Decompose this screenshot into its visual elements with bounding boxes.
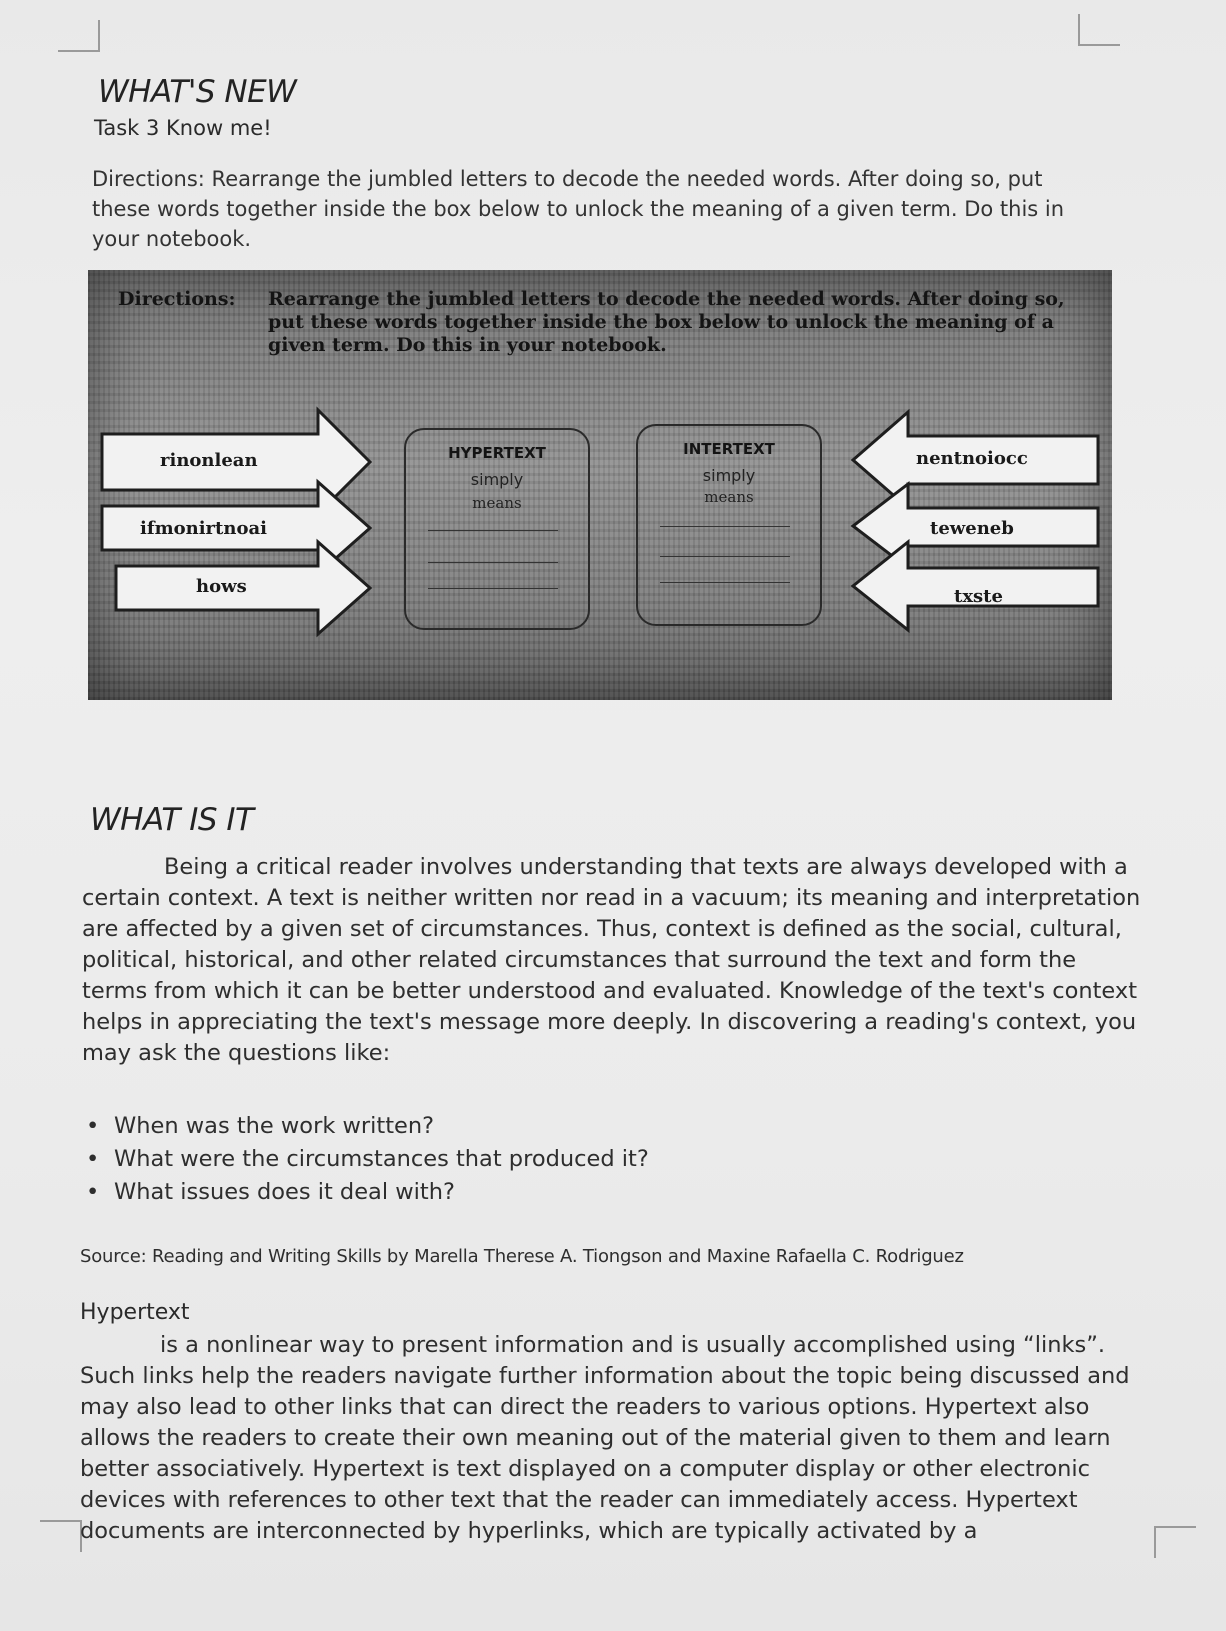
context-paragraph: Being a critical reader involves understanding that texts are always developed with a certain context. A text is neither written nor read in a vacuum; its meaning and interpretation are affected by a given set of circumstances. Thus, context is defined as the social, cultural, political, historical, and other related circumstances that surround the text and form the terms from which it can be better understood and evaluated. Knowledge of the text's context helps in appreciating the text's message more deeply. In discovering a reading's context, you may ask the questions like:	[82, 854, 1141, 1066]
page-corner-mark	[40, 1520, 82, 1552]
list-item: • When was the work written?	[82, 1110, 649, 1143]
source-citation: Source: Reading and Writing Skills by Marella Therese A. Tiongson and Maxine Rafaella C. Rodriguez	[80, 1246, 964, 1267]
answer-blank	[660, 526, 790, 527]
answer-blank	[428, 530, 558, 531]
directions-text: Directions: Rearrange the jumbled letters to decode the needed words. After doing so, put these words together inside the box below to unlock the meaning of a given term. Do this in your notebook.	[92, 167, 1065, 251]
activity-image	[88, 270, 1112, 700]
answer-blank	[428, 588, 558, 589]
term-box-hypertext	[404, 428, 590, 630]
page-corner-mark	[1078, 14, 1120, 46]
page-corner-mark	[1154, 1526, 1196, 1558]
section-title-what-is-it: WHAT IS IT	[90, 802, 254, 838]
arrow-diagram	[88, 270, 1112, 700]
answer-blank	[428, 562, 558, 563]
section-title-whats-new: WHAT'S NEW	[98, 74, 297, 110]
box-means: means	[704, 488, 754, 506]
box-simply: simply	[702, 466, 756, 485]
box-term: HYPERTEXT	[448, 444, 546, 462]
box-term: INTERTEXT	[683, 440, 775, 458]
box-means: means	[472, 494, 522, 512]
activity-directions-label: Directions:	[118, 288, 236, 310]
list-item: • What were the circumstances that produced it?	[82, 1143, 649, 1176]
answer-blank	[660, 556, 790, 557]
jumbled-word-right: teweneb	[930, 518, 1014, 539]
jumbled-word-left: hows	[196, 576, 247, 597]
jumbled-word-left: rinonlean	[160, 450, 258, 471]
hypertext-paragraph: is a nonlinear way to present information and is usually accomplished using “links”. Such links help the readers navigate further information about the topic being discussed and may also lead to other links that can direct the readers to various options. Hypertext also allows the readers to create their own meaning out of the material given to them and learn better associatively. Hypertext is text displayed on a computer display or other electronic devices with references to other text that the reader can immediately access. Hypertext documents are interconnected by hyperlinks, which are typically activated by a	[80, 1332, 1130, 1544]
hypertext-title: Hypertext	[80, 1300, 190, 1325]
list-item: • What issues does it deal with?	[82, 1176, 649, 1209]
page-corner-mark	[58, 20, 100, 52]
task-title: Task 3 Know me!	[94, 116, 272, 140]
jumbled-word-right: nentnoiocc	[916, 448, 1028, 469]
jumbled-word-right: txste	[954, 586, 1003, 607]
activity-directions-text: Rearrange the jumbled letters to decode the needed words. After doing so, put these words together inside the box below to unlock the meaning of a given term. Do this in your notebook.	[268, 288, 1065, 356]
jumbled-word-left: ifmonirtnoai	[140, 518, 267, 539]
term-box-intertext	[636, 424, 822, 626]
box-simply: simply	[470, 470, 524, 489]
question-list	[82, 1110, 649, 1209]
answer-blank	[660, 582, 790, 583]
